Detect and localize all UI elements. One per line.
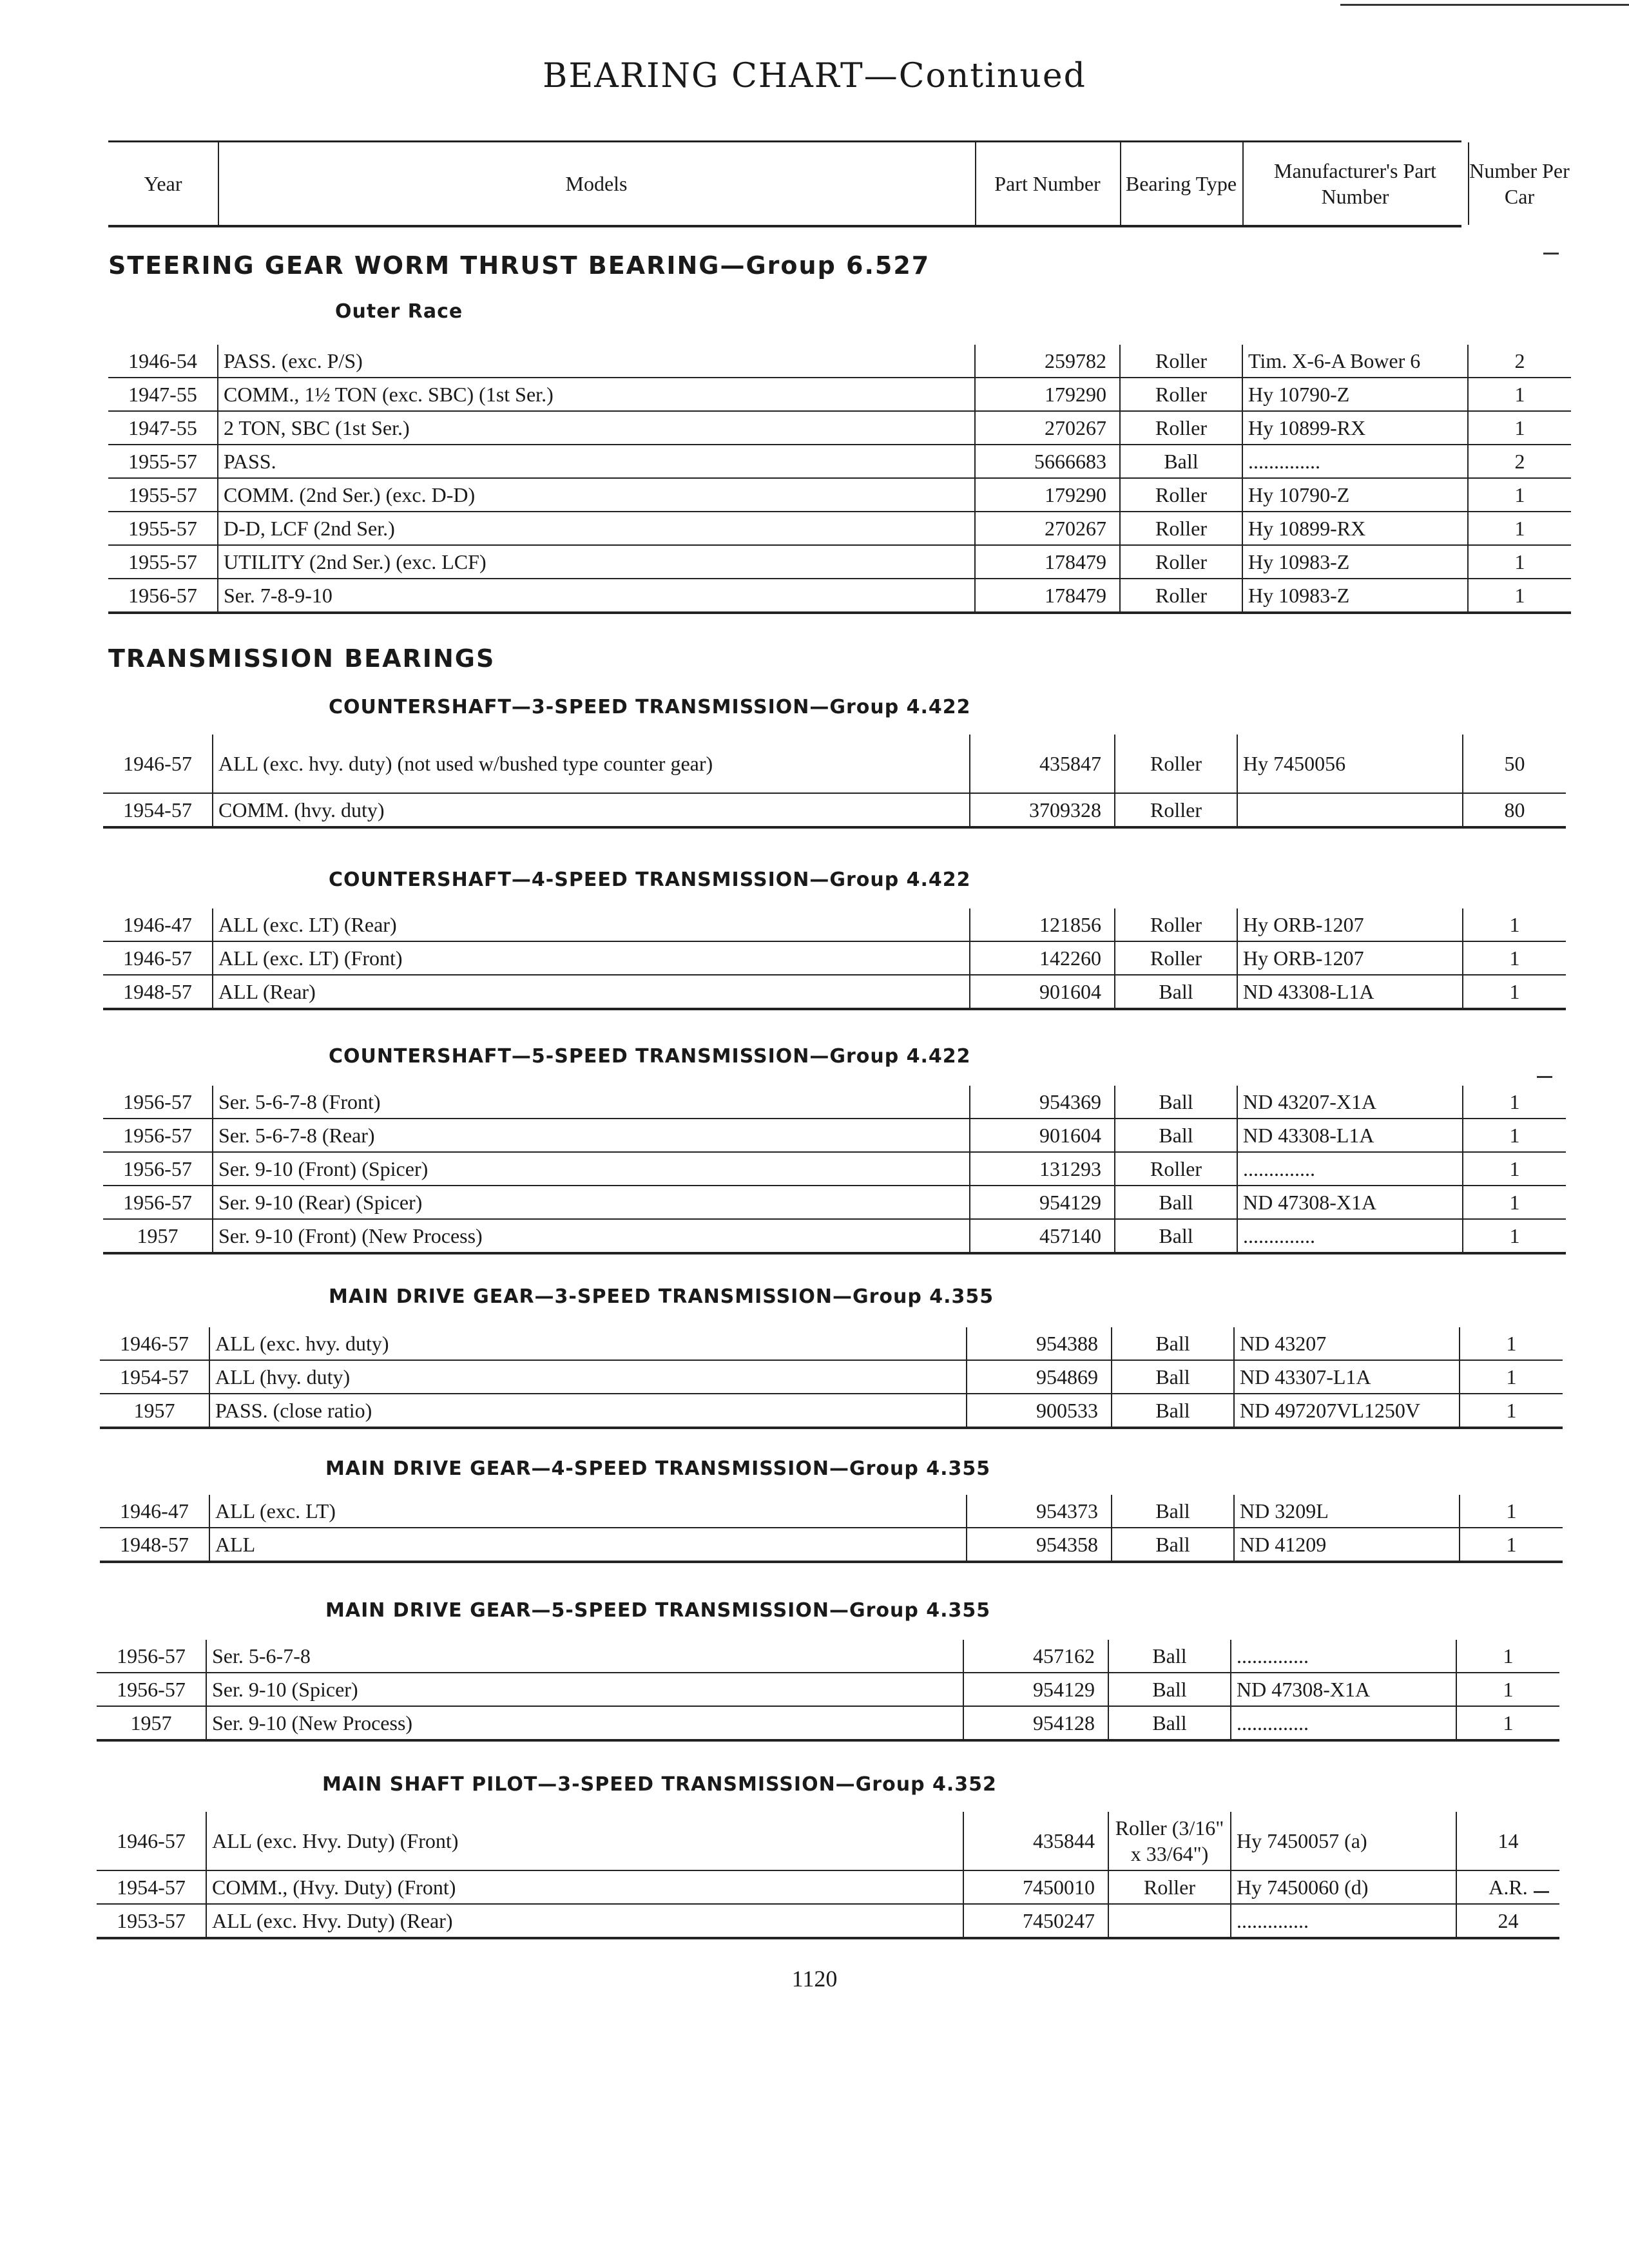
part-number-cell: 5666683 (975, 445, 1120, 478)
bearing-type-cell: Ball (1112, 1327, 1234, 1360)
year-cell: 1955-57 (128, 516, 197, 540)
mfr-part-number-cell: ND 43207-X1A (1237, 1086, 1463, 1119)
mfr-part-number-cell: Hy 7450057 (a) (1231, 1812, 1456, 1870)
models-cell: ALL (exc. LT) (Front) (213, 941, 970, 975)
number-per-car-cell: 1 (1463, 1219, 1566, 1253)
models-cell: COMM., 1½ TON (exc. SBC) (1st Ser.) (218, 378, 975, 411)
main-shaft-pilot-table (97, 1812, 1559, 1939)
models-cell: COMM. (hvy. duty) (213, 793, 970, 827)
section-title: TRANSMISSION BEARINGS (108, 644, 496, 673)
models-cell: 2 TON, SBC (1st Ser.) (218, 411, 975, 445)
part-number-cell: 142260 (970, 941, 1115, 975)
number-per-car-cell: 2 (1468, 445, 1571, 478)
table-row (103, 793, 1566, 827)
models-cell: Ser. 5-6-7-8 (Front) (213, 1086, 970, 1119)
year-cell: 1946-57 (120, 1331, 189, 1355)
main-drive-3speed-table (100, 1327, 1563, 1429)
year-cell: 1948-57 (120, 1532, 189, 1556)
part-number-cell: 901604 (970, 975, 1115, 1009)
models-cell: ALL (exc. Hvy. Duty) (Rear) (206, 1904, 963, 1938)
part-number-cell: 179290 (975, 478, 1120, 512)
year-cell: 1956-57 (117, 1644, 186, 1667)
part-number-cell: 954129 (963, 1673, 1108, 1706)
bearing-type-cell: Ball (1115, 1086, 1237, 1119)
bearing-type-cell: Roller (1120, 345, 1242, 378)
models-cell: COMM., (Hvy. Duty) (Front) (206, 1870, 963, 1904)
year-cell: 1955-57 (128, 483, 197, 506)
bearing-type-cell: Ball (1115, 1186, 1237, 1219)
number-per-car-cell: 1 (1456, 1706, 1559, 1740)
table-row (97, 1640, 1559, 1673)
part-number-cell: 954869 (967, 1360, 1112, 1394)
table-row (103, 1119, 1566, 1152)
mfr-part-number-cell: Hy ORB-1207 (1237, 941, 1463, 975)
page-number: 1120 (791, 1966, 838, 1992)
mfr-part-number-cell: Hy 10983-Z (1242, 579, 1468, 613)
year-cell: 1954-57 (120, 1365, 189, 1389)
column-bearing-type: Bearing Type (1125, 172, 1237, 195)
part-number-cell: 954128 (963, 1706, 1108, 1740)
mfr-part-number-cell: ND 43308-L1A (1237, 1119, 1463, 1152)
number-per-car-cell: 24 (1456, 1904, 1559, 1938)
table-row (97, 1706, 1559, 1740)
models-cell: ALL (exc. LT) (Rear) (213, 908, 970, 941)
part-number-cell: 900533 (967, 1394, 1112, 1428)
bearing-type-cell: Roller (3/16" x 33/64") (1108, 1812, 1231, 1870)
models-cell: Ser. 9-10 (Spicer) (206, 1673, 963, 1706)
number-per-car-cell: 80 (1463, 793, 1566, 827)
number-per-car-cell: 1 (1456, 1640, 1559, 1673)
table-row (108, 411, 1571, 445)
models-cell: UTILITY (2nd Ser.) (exc. LCF) (218, 545, 975, 579)
number-per-car-cell: 1 (1468, 411, 1571, 445)
part-number-cell: 178479 (975, 545, 1120, 579)
mfr-part-number-cell: Hy 10983-Z (1242, 545, 1468, 579)
bearing-type-cell: Roller (1120, 579, 1242, 613)
part-number-cell: 954129 (970, 1186, 1115, 1219)
table-row (97, 1673, 1559, 1706)
part-number-cell: 954369 (970, 1086, 1115, 1119)
year-cell: 1955-57 (128, 449, 197, 473)
part-number-cell: 3709328 (970, 793, 1115, 827)
table-row (108, 512, 1571, 545)
models-cell: COMM. (2nd Ser.) (exc. D-D) (218, 478, 975, 512)
mfr-part-number-cell: Hy 7450056 (1237, 735, 1463, 793)
year-cell: 1957 (137, 1224, 178, 1247)
column-models: Models (565, 172, 628, 195)
year-cell: 1955-57 (128, 550, 197, 573)
year-cell: 1948-57 (123, 979, 192, 1003)
table-row (103, 908, 1566, 941)
number-per-car-cell: 1 (1468, 512, 1571, 545)
margin-tick (1537, 1076, 1552, 1078)
year-cell: 1946-47 (123, 912, 192, 936)
year-cell: 1956-57 (123, 1190, 192, 1214)
mfr-part-number-cell: ND 43308-L1A (1237, 975, 1463, 1009)
year-cell: 1946-47 (120, 1499, 189, 1523)
bearing-type-cell: Roller (1108, 1870, 1231, 1904)
bearing-type-cell: Roller (1120, 478, 1242, 512)
bearing-type-cell: Roller (1120, 411, 1242, 445)
part-number-cell: 131293 (970, 1152, 1115, 1186)
number-per-car-cell: 1 (1468, 478, 1571, 512)
year-cell: 1954-57 (123, 798, 192, 822)
number-per-car-cell: 14 (1456, 1812, 1559, 1870)
mfr-part-number-cell: Hy ORB-1207 (1237, 908, 1463, 941)
bearing-type-cell: Ball (1115, 1219, 1237, 1253)
models-cell: Ser. 5-6-7-8 (206, 1640, 963, 1673)
column-mfr-part-number: Manufacturer's Part Number (1274, 159, 1436, 208)
number-per-car-cell: 1 (1463, 908, 1566, 941)
mfr-part-number-cell: .............. (1231, 1706, 1456, 1740)
year-cell: 1957 (130, 1711, 172, 1735)
number-per-car-cell: 1 (1468, 579, 1571, 613)
page-title: BEARING CHART—Continued (543, 57, 1086, 95)
main-drive-4speed-table (100, 1495, 1563, 1563)
table-row (108, 378, 1571, 411)
mfr-part-number-cell: ND 47308-X1A (1237, 1186, 1463, 1219)
scan-edge-line (1340, 4, 1629, 6)
year-cell: 1957 (133, 1398, 175, 1422)
bearing-type-cell: Roller (1120, 378, 1242, 411)
part-number-cell: 901604 (970, 1119, 1115, 1152)
table-row (108, 478, 1571, 512)
group-subtitle: COUNTERSHAFT—4-SPEED TRANSMISSION—Group 4.422 (329, 869, 971, 891)
mfr-part-number-cell: .............. (1231, 1640, 1456, 1673)
mfr-part-number-cell: ND 41209 (1234, 1528, 1460, 1562)
group-subtitle: MAIN DRIVE GEAR—5-SPEED TRANSMISSION—Group 4.355 (325, 1599, 991, 1622)
models-cell: ALL (exc. Hvy. Duty) (Front) (206, 1812, 963, 1870)
year-cell: 1947-55 (128, 382, 197, 406)
year-cell: 1946-54 (128, 349, 197, 372)
mfr-part-number-cell: Hy 10899-RX (1242, 512, 1468, 545)
models-cell: ALL (exc. hvy. duty) (not used w/bushed type counter gear) (213, 735, 970, 793)
models-cell: Ser. 9-10 (Front) (New Process) (213, 1219, 970, 1253)
year-cell: 1946-57 (123, 751, 192, 775)
models-cell: Ser. 9-10 (New Process) (206, 1706, 963, 1740)
column-number-per-car: Number Per Car (1469, 159, 1570, 208)
part-number-cell: 954388 (967, 1327, 1112, 1360)
group-subtitle: MAIN SHAFT PILOT—3-SPEED TRANSMISSION—Group 4.352 (322, 1773, 997, 1796)
year-cell: 1946-57 (117, 1829, 186, 1852)
bearing-type-cell: Roller (1115, 1152, 1237, 1186)
group-subtitle: COUNTERSHAFT—5-SPEED TRANSMISSION—Group 4.422 (329, 1045, 971, 1068)
part-number-cell: 7450010 (963, 1870, 1108, 1904)
year-cell: 1956-57 (123, 1090, 192, 1113)
models-cell: ALL (hvy. duty) (209, 1360, 967, 1394)
models-cell: PASS. (218, 445, 975, 478)
table-row (108, 545, 1571, 579)
year-cell: 1946-57 (123, 946, 192, 970)
number-per-car-cell: 1 (1460, 1495, 1563, 1528)
main-drive-5speed-table (97, 1640, 1559, 1742)
table-row (103, 1086, 1566, 1119)
countershaft-5speed-table (103, 1086, 1566, 1254)
table-row (103, 1219, 1566, 1253)
bearing-type-cell: Roller (1115, 941, 1237, 975)
models-cell: ALL (209, 1528, 967, 1562)
mfr-part-number-cell: .............. (1242, 445, 1468, 478)
table-row (100, 1528, 1563, 1562)
year-cell: 1956-57 (128, 583, 197, 607)
steering-bearing-table (108, 345, 1571, 614)
table-row (103, 735, 1566, 793)
number-per-car-cell: 1 (1463, 975, 1566, 1009)
bearing-type-cell: Ball (1112, 1495, 1234, 1528)
countershaft-4speed-table (103, 908, 1566, 1010)
bearing-type-cell: Ball (1112, 1394, 1234, 1428)
models-cell: ALL (Rear) (213, 975, 970, 1009)
bearing-type-cell (1108, 1904, 1231, 1938)
part-number-cell: 954358 (967, 1528, 1112, 1562)
mfr-part-number-cell: .............. (1237, 1219, 1463, 1253)
bearing-type-cell: Ball (1112, 1360, 1234, 1394)
year-cell: 1953-57 (117, 1908, 186, 1932)
models-cell: PASS. (close ratio) (209, 1394, 967, 1428)
mfr-part-number-cell: Hy 10899-RX (1242, 411, 1468, 445)
table-row (108, 445, 1571, 478)
bearing-type-cell: Ball (1108, 1673, 1231, 1706)
table-row (108, 579, 1571, 613)
group-subtitle: MAIN DRIVE GEAR—4-SPEED TRANSMISSION—Group 4.355 (325, 1457, 991, 1480)
table-row (103, 941, 1566, 975)
part-number-cell: 270267 (975, 512, 1120, 545)
bearing-type-cell: Ball (1120, 445, 1242, 478)
table-row (100, 1360, 1563, 1394)
countershaft-3speed-table (103, 735, 1566, 829)
number-per-car-cell: 50 (1463, 735, 1566, 793)
table-row (97, 1812, 1559, 1870)
column-header (108, 140, 1570, 227)
mfr-part-number-cell: ND 497207VL1250V (1234, 1394, 1460, 1428)
bearing-type-cell: Roller (1120, 512, 1242, 545)
year-cell: 1947-55 (128, 416, 197, 439)
number-per-car-cell: 1 (1463, 941, 1566, 975)
number-per-car-cell: 1 (1468, 378, 1571, 411)
column-year: Year (144, 172, 182, 195)
number-per-car-cell: 1 (1460, 1327, 1563, 1360)
bearing-type-cell: Roller (1115, 735, 1237, 793)
bearing-type-cell: Ball (1108, 1706, 1231, 1740)
bearing-type-cell: Roller (1115, 908, 1237, 941)
mfr-part-number-cell: Hy 10790-Z (1242, 378, 1468, 411)
table-row (108, 345, 1571, 378)
number-per-car-cell: 1 (1468, 545, 1571, 579)
table-row (103, 1152, 1566, 1186)
table-row (103, 975, 1566, 1009)
part-number-cell: 435847 (970, 735, 1115, 793)
number-per-car-cell: 2 (1468, 345, 1571, 378)
part-number-cell: 7450247 (963, 1904, 1108, 1938)
mfr-part-number-cell: Tim. X-6-A Bower 6 (1242, 345, 1468, 378)
year-cell: 1956-57 (117, 1677, 186, 1701)
table-row (97, 1904, 1559, 1938)
part-number-cell: 435844 (963, 1812, 1108, 1870)
number-per-car-cell: 1 (1463, 1186, 1566, 1219)
group-subtitle: COUNTERSHAFT—3-SPEED TRANSMISSION—Group 4.422 (329, 696, 971, 718)
part-number-cell: 121856 (970, 908, 1115, 941)
models-cell: ALL (exc. LT) (209, 1495, 967, 1528)
mfr-part-number-cell: ND 47308-X1A (1231, 1673, 1456, 1706)
models-cell: D-D, LCF (2nd Ser.) (218, 512, 975, 545)
column-part-number: Part Number (994, 172, 1101, 195)
table-row (100, 1394, 1563, 1428)
bearing-type-cell: Roller (1115, 793, 1237, 827)
part-number-cell: 954373 (967, 1495, 1112, 1528)
section-subtitle: Outer Race (335, 300, 463, 323)
part-number-cell: 178479 (975, 579, 1120, 613)
margin-tick (1534, 1891, 1549, 1893)
number-per-car-cell: 1 (1460, 1528, 1563, 1562)
part-number-cell: 457140 (970, 1219, 1115, 1253)
models-cell: Ser. 5-6-7-8 (Rear) (213, 1119, 970, 1152)
bearing-type-cell: Ball (1115, 1119, 1237, 1152)
year-cell: 1956-57 (123, 1157, 192, 1180)
models-cell: Ser. 9-10 (Rear) (Spicer) (213, 1186, 970, 1219)
models-cell: PASS. (exc. P/S) (218, 345, 975, 378)
bearing-type-cell: Ball (1115, 975, 1237, 1009)
number-per-car-cell: 1 (1460, 1394, 1563, 1428)
mfr-part-number-cell: Hy 7450060 (d) (1231, 1870, 1456, 1904)
number-per-car-cell: 1 (1463, 1086, 1566, 1119)
year-cell: 1954-57 (117, 1875, 186, 1899)
table-row (103, 1186, 1566, 1219)
number-per-car-cell: A.R. (1456, 1870, 1559, 1904)
number-per-car-cell: 1 (1463, 1152, 1566, 1186)
number-per-car-cell: 1 (1463, 1119, 1566, 1152)
part-number-cell: 179290 (975, 378, 1120, 411)
mfr-part-number-cell: Hy 10790-Z (1242, 478, 1468, 512)
mfr-part-number-cell (1237, 793, 1463, 827)
mfr-part-number-cell: .............. (1231, 1904, 1456, 1938)
part-number-cell: 270267 (975, 411, 1120, 445)
mfr-part-number-cell: ND 3209L (1234, 1495, 1460, 1528)
table-row (100, 1327, 1563, 1360)
mfr-part-number-cell: .............. (1237, 1152, 1463, 1186)
margin-tick (1543, 253, 1559, 255)
table-row (97, 1870, 1559, 1904)
number-per-car-cell: 1 (1456, 1673, 1559, 1706)
bearing-type-cell: Ball (1112, 1528, 1234, 1562)
models-cell: Ser. 9-10 (Front) (Spicer) (213, 1152, 970, 1186)
models-cell: Ser. 7-8-9-10 (218, 579, 975, 613)
number-per-car-cell: 1 (1460, 1360, 1563, 1394)
bearing-type-cell: Ball (1108, 1640, 1231, 1673)
part-number-cell: 457162 (963, 1640, 1108, 1673)
part-number-cell: 259782 (975, 345, 1120, 378)
table-row (100, 1495, 1563, 1528)
mfr-part-number-cell: ND 43307-L1A (1234, 1360, 1460, 1394)
section-title: STEERING GEAR WORM THRUST BEARING—Group 6.527 (108, 251, 930, 280)
group-subtitle: MAIN DRIVE GEAR—3-SPEED TRANSMISSION—Group 4.355 (329, 1285, 994, 1308)
bearing-type-cell: Roller (1120, 545, 1242, 579)
year-cell: 1956-57 (123, 1123, 192, 1147)
models-cell: ALL (exc. hvy. duty) (209, 1327, 967, 1360)
mfr-part-number-cell: ND 43207 (1234, 1327, 1460, 1360)
